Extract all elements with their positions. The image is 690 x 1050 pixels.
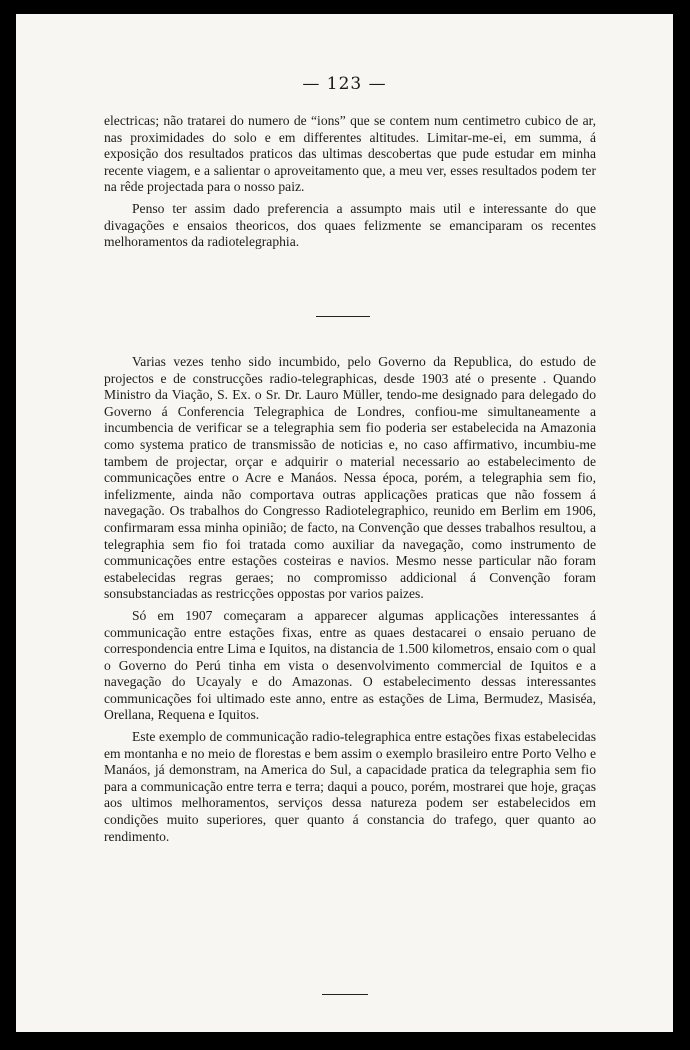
page-number: — 123 —	[302, 74, 387, 94]
paragraph: Varias vezes tenho sido incumbido, pelo Governo da Republica, do estudo de projectos e de construcções radio-telegraphicas, desde 1903 até o presente . Quando Ministro da Viação, S. Ex. o Sr. Dr. Lauro Müller, tendo-me designado para delegado do Governo á Conferencia Telegraphica de Londres, confiou-me simultaneamente a incumbencia de verificar se a telegraphia sem fio poderia ser estabelecida na Amazonia como systema pratico de transmissão de noticias e, no caso affirmativo, incumbiu-me tambem de projectar, orçar e adquirir o material necessario ao estabelecimento de communicações entre o Acre e Manáos. Nessa época, porém, a telegraphia sem fio, infelizmente, ainda não comportava outras applicações praticas que não fossem á navegação. Os trabalhos do Congresso Radiotelegraphico, reunido em Berlim em 1906, confirmaram essa minha opinião; de facto, na Convenção que desses trabalhos resultou, a telegraphia sem fio foi tratada como auxiliar da navegação, como instrumento de communicações entre estações costeiras e navios. Mesmo nesse particular não foram estabelecidas regras geraes; no compromisso addicional á Convenção foram sonsubstanciadas as restricções oppostas por varios paizes.	[104, 354, 596, 602]
paragraph: Este exemplo de communicação radio-telegraphica entre estações fixas estabelecidas em montanha e no meio de florestas e bem assim o exemplo brasileiro entre Porto Velho e Manáos, já demonstram, na America do Sul, a capacidade pratica da telegraphia sem fio para a communicação entre terra e terra; daqui a pouco, porém, mostrarei que hoje, graças aos ultimos melhoramentos, serviços dessa natureza podem ser estabelecidos em condições muito superiores, quer quanto á constancia do trafego, quer quanto ao rendimento.	[104, 729, 596, 844]
end-divider	[322, 994, 368, 995]
paragraph: Só em 1907 começaram a apparecer algumas applicações interessantes á communicação entre estações fixas, entre as quaes destacarei o ensaio peruano de correspondencia entre Lima e Iquitos, na distancia de 1.500 kilometros, ensaio com o qual o Governo do Perú tinha em vista o desenvolvimento commercial de Iquitos e a navegação do Ucayaly e do Amazonas. O estabelecimento dessas interessantes communicações foi ultimado este anno, entre as estações de Lima, Bermudez, Masiséa, Orellana, Requena e Iquitos.	[104, 607, 596, 723]
paragraph: Penso ter assim dado preferencia a assumpto mais util e interessante do que divagações e ensaios theoricos, dos quaes felizmente se emanciparam os recentes melhoramentos da radiotelegraphia.	[104, 200, 596, 250]
paragraph: electricas; não tratarei do numero de “ions” que se contem num centimetro cubico de ar, nas proximidades do solo e em differentes altitudes. Limitar-me-ei, em summa, á exposição dos resultados praticos das ultimas descobertas que pude estudar em minha recente viagem, e a salientar o aproveitamento que, a meu ver, esses resultados podem ter na rêde projectada para o nosso paiz.	[104, 113, 596, 195]
text-section-1	[104, 113, 596, 251]
text-section-2	[104, 354, 596, 845]
section-divider	[316, 316, 370, 317]
document-page	[16, 14, 673, 1032]
